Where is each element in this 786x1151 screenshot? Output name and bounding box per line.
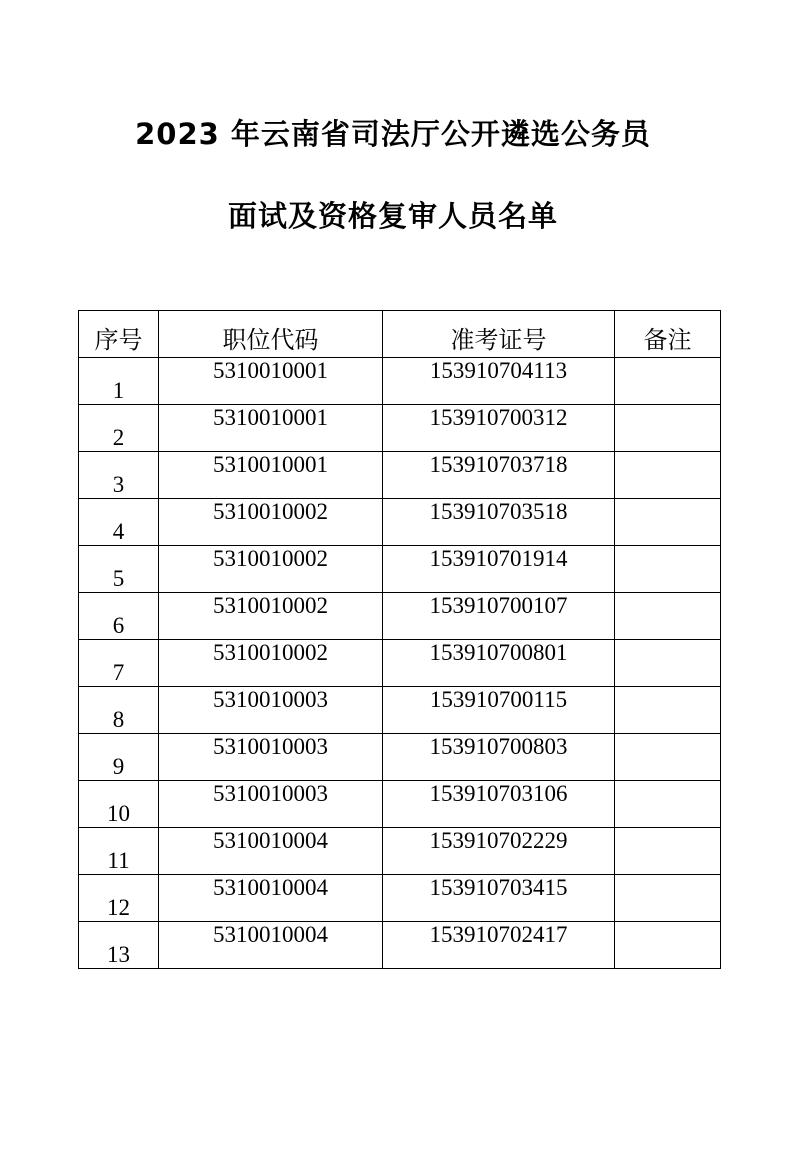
table-row [79,875,721,922]
header-seq: 序号 [79,311,159,358]
cell-ticket-number: 153910703415 [383,875,615,922]
cell-seq: 6 [79,593,159,640]
table-header-row [79,311,721,358]
cell-remarks [615,734,721,781]
cell-position-code: 5310010003 [159,781,383,828]
cell-seq: 10 [79,781,159,828]
cell-remarks [615,640,721,687]
cell-ticket-number: 153910701914 [383,546,615,593]
cell-position-code: 5310010001 [159,358,383,405]
table-row [79,828,721,875]
cell-ticket-number: 153910704113 [383,358,615,405]
cell-position-code: 5310010002 [159,546,383,593]
table-row [79,499,721,546]
table-body [79,358,721,969]
table-row [79,922,721,969]
cell-position-code: 5310010004 [159,828,383,875]
cell-position-code: 5310010002 [159,593,383,640]
document-subtitle: 面试及资格复审人员名单 [227,199,558,233]
cell-seq: 11 [79,828,159,875]
cell-seq: 2 [79,405,159,452]
cell-position-code: 5310010004 [159,875,383,922]
cell-position-code: 5310010003 [159,734,383,781]
table-row [79,358,721,405]
cell-remarks [615,593,721,640]
cell-ticket-number: 153910700801 [383,640,615,687]
cell-seq: 9 [79,734,159,781]
cell-remarks [615,922,721,969]
table-row [79,781,721,828]
cell-ticket-number: 153910700115 [383,687,615,734]
cell-ticket-number: 153910702229 [383,828,615,875]
cell-ticket-number: 153910700312 [383,405,615,452]
cell-seq: 5 [79,546,159,593]
cell-remarks [615,781,721,828]
cell-remarks [615,405,721,452]
cell-position-code: 5310010003 [159,687,383,734]
cell-remarks [615,875,721,922]
candidate-table [78,310,721,969]
cell-ticket-number: 153910703518 [383,499,615,546]
cell-position-code: 5310010001 [159,405,383,452]
cell-position-code: 5310010001 [159,452,383,499]
table-row [79,452,721,499]
table-row [79,593,721,640]
cell-seq: 4 [79,499,159,546]
cell-seq: 7 [79,640,159,687]
cell-position-code: 5310010002 [159,640,383,687]
document-title: 2023 年云南省司法厅公开遴选公务员 [135,117,651,151]
cell-remarks [615,499,721,546]
cell-remarks [615,452,721,499]
cell-position-code: 5310010004 [159,922,383,969]
cell-ticket-number: 153910700107 [383,593,615,640]
cell-ticket-number: 153910700803 [383,734,615,781]
table-row [79,687,721,734]
cell-ticket-number: 153910702417 [383,922,615,969]
header-remarks: 备注 [615,311,721,358]
cell-ticket-number: 153910703106 [383,781,615,828]
cell-seq: 8 [79,687,159,734]
cell-ticket-number: 153910703718 [383,452,615,499]
cell-remarks [615,546,721,593]
header-position-code: 职位代码 [159,311,383,358]
header-ticket-number: 准考证号 [383,311,615,358]
cell-seq: 1 [79,358,159,405]
cell-remarks [615,687,721,734]
cell-seq: 12 [79,875,159,922]
table-row [79,405,721,452]
cell-remarks [615,828,721,875]
table-row [79,546,721,593]
cell-seq: 13 [79,922,159,969]
cell-seq: 3 [79,452,159,499]
table-row [79,640,721,687]
cell-remarks [615,358,721,405]
table-row [79,734,721,781]
cell-position-code: 5310010002 [159,499,383,546]
